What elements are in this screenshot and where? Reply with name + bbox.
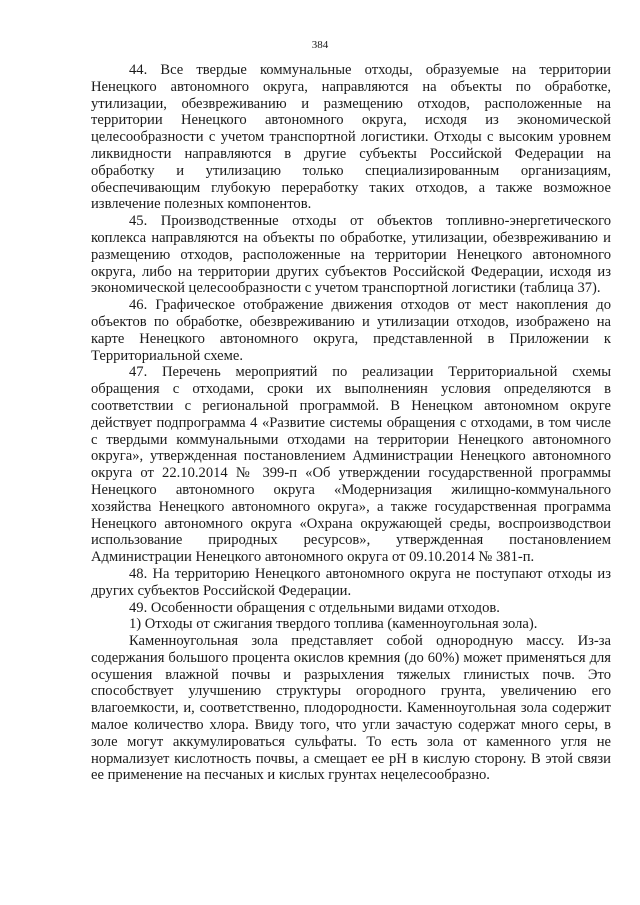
paragraph-44: 44. Все твердые коммунальные отходы, образуемые на территории Ненецкого автономного округа, направляются на объекты по обработке, утилизации, обезвреживанию и размещению отходов, расположенные на территории Ненецкого автономного округа, исходя из экономической целесообразности с учетом транспортной логистики. Отходы с высоким уровнем ликвидности направляются в другие субъекты Российской Федерации на обработку и утилизацию только специализированным организациям, обеспечивающим глубокую переработку таких отходов, а также возможное извлечение полезных компонентов. (91, 62, 611, 213)
paragraph-46: 46. Графическое отображение движения отходов от мест накопления до объектов по обработке, обезвреживанию и утилизации отходов, изображено на карте Ненецкого автономного округа, представленной в Приложении к Территориальной схеме. (91, 297, 611, 364)
page-number: 384 (311, 39, 329, 51)
paragraph-47: 47. Перечень мероприятий по реализации Территориальной схемы обращения с отходами, сроки их выполнениян условия определяются в соответствии с региональной программой. В Ненецком автономном округе действует подпрограмма 4 «Развитие системы обращения с отходами, в том числе с твердыми коммунальными отходами на территории Ненецкого автономного округа», утвержденная постановлением Администрации Ненецкого автономного округа от 22.10.2014 № 399-п «Об утверждении государственной программы Ненецкого автономного округа «Модернизация жилищно-коммунального хозяйства Ненецкого автономного округа», а также государственная программа Ненецкого автономного округа «Охрана окружающей среды, воспроизводствои использование природных ресурсов», утвержденная постановлением Администрации Ненецкого автономного округа от 09.10.2014 № 381-п. (91, 364, 611, 566)
paragraph-45: 45. Производственные отходы от объектов топливно-энергетического коплекса направляются на объекты по обработке, утилизации, обезвреживанию и размещению отходов, расположенные на территории Ненецкого автономного округа, либо на территории других субъектов Российской Федерации, исходя из экономической целесообразности с учетом транспортной логистики (таблица 37). (91, 213, 611, 297)
paragraph-coal-ash: Каменноугольная зола представляет собой однородную массу. Из-за содержания большого процента окислов кремния (до 60%) может применяться для осушения влажной почвы и разрыхления тяжелых глинистых почв. Это способствует улучшению структуры огородного грунта, увеличению его влагоемкости, и, соответственно, плодородности. Каменноугольная зола содержит малое количество хлора. Ввиду того, что угли зачастую содержат много серы, в золе могут аккумулироваться сульфаты. То есть зола от каменного угля не нормализует кислотность почвы, а смещает ее pH в кислую сторону. В этой связи ее применение на песчаных и кислых грунтах нецелесообразно. (91, 633, 611, 784)
paragraph-49: 49. Особенности обращения с отдельными видами отходов. (129, 599, 500, 616)
subitem-1-heading: 1) Отходы от сжигания твердого топлива (каменноугольная зола). (129, 616, 538, 633)
document-body (91, 62, 611, 784)
paragraph-48: 48. На территорию Ненецкого автономного округа не поступают отходы из других субъектов Российской Федерации. (91, 565, 611, 599)
